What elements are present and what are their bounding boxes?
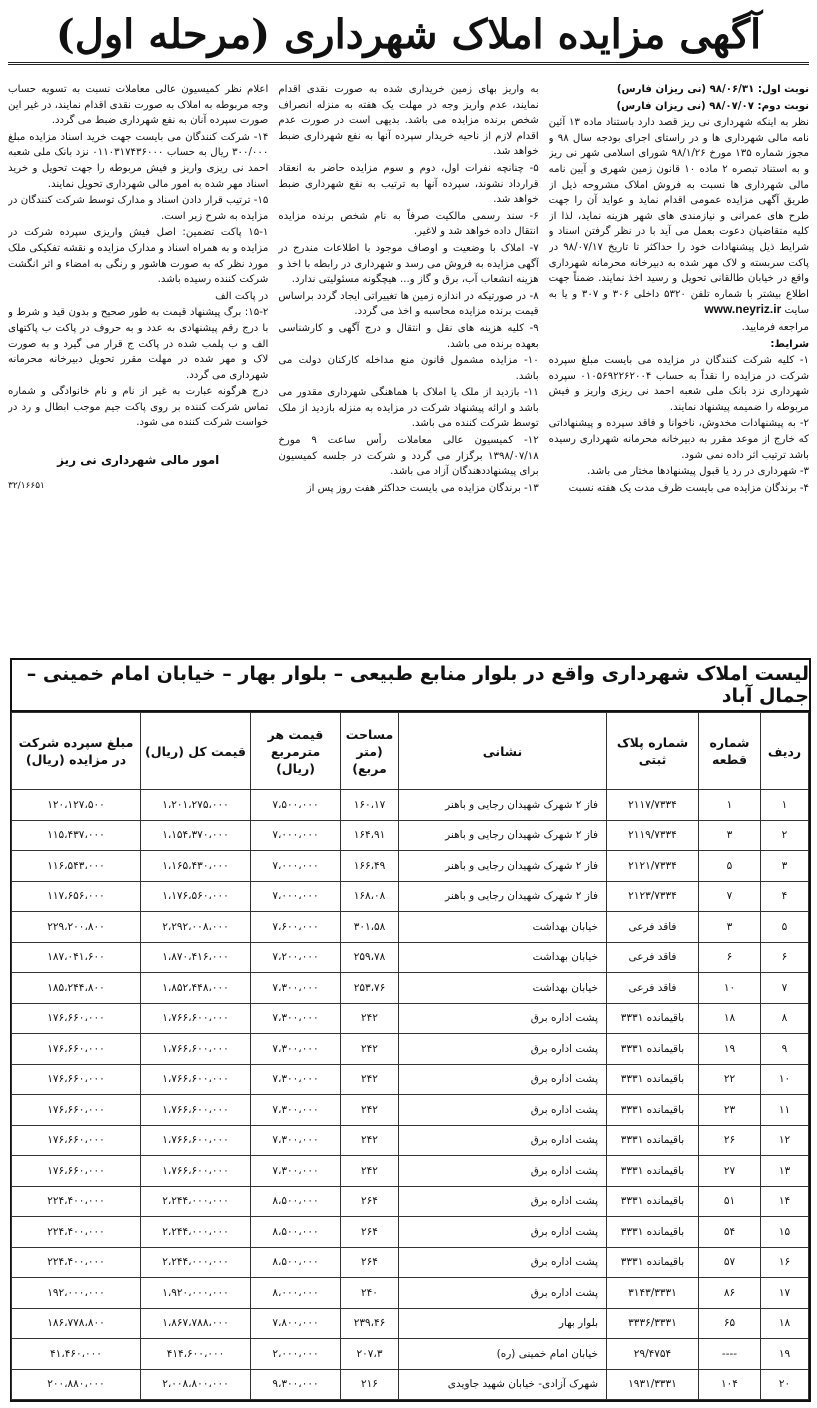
cell-total-price: ۲،۲۴۴،۰۰۰،۰۰۰: [141, 1247, 251, 1278]
cell-lot-no: ۸۶: [699, 1278, 761, 1309]
cell-lot-no: ۱۰: [699, 973, 761, 1004]
cell-deposit: ۲۲۴،۴۰۰،۰۰۰: [12, 1186, 141, 1217]
cell-total-price: ۱،۸۶۷،۷۸۸،۰۰۰: [141, 1308, 251, 1339]
cell-lot-no: ۲۷: [699, 1156, 761, 1187]
column-1: [549, 82, 809, 642]
cell-total-price: ۲،۰۰۸،۸۰۰،۰۰۰: [141, 1369, 251, 1400]
cell-total-price: ۱،۱۵۴،۳۷۰،۰۰۰: [141, 820, 251, 851]
cell-total-price: ۱،۱۷۶،۵۶۰،۰۰۰: [141, 881, 251, 912]
cell-area: ۲۴۲: [341, 1095, 399, 1126]
cell-area: ۲۴۲: [341, 1125, 399, 1156]
cell-total-price: ۱،۷۶۶،۶۰۰،۰۰۰: [141, 1125, 251, 1156]
cell-total-price: ۱،۷۶۶،۶۰۰،۰۰۰: [141, 1034, 251, 1065]
header-total-price: قیمت کل (ریال): [141, 713, 251, 790]
cell-row-no: ۱۵: [761, 1217, 809, 1248]
notice-title: آگهی مزایده املاک شهرداری (مرحله اول): [55, 10, 762, 58]
cell-registry-plate: باقیمانده ۳۳۳۱: [607, 1064, 699, 1095]
table-row: [12, 790, 809, 821]
cell-price-per-sqm: ۷،۳۰۰،۰۰۰: [251, 1156, 341, 1187]
cell-lot-no: ۵۷: [699, 1247, 761, 1278]
table-row: [12, 1003, 809, 1034]
cell-price-per-sqm: ۷،۰۰۰،۰۰۰: [251, 851, 341, 882]
table-row: [12, 942, 809, 973]
website-link[interactable]: www.neyriz.ir: [704, 302, 782, 317]
cell-price-per-sqm: ۷،۵۰۰،۰۰۰: [251, 790, 341, 821]
cell-row-no: ۷: [761, 973, 809, 1004]
cell-price-per-sqm: ۲،۰۰۰،۰۰۰: [251, 1339, 341, 1370]
cell-registry-plate: باقیمانده ۳۳۳۱: [607, 1095, 699, 1126]
cell-deposit: ۱۲۰،۱۲۷،۵۰۰: [12, 790, 141, 821]
cell-address: پشت اداره برق: [399, 1217, 607, 1248]
cell-deposit: ۱۷۶،۶۶۰،۰۰۰: [12, 1034, 141, 1065]
cell-registry-plate: ۲۱۲۱/۷۳۳۴: [607, 851, 699, 882]
notice-body: [8, 82, 809, 642]
column-2: [278, 82, 538, 642]
cell-address: پشت اداره برق: [399, 1278, 607, 1309]
notice-title-bar: [8, 6, 809, 65]
cell-lot-no: ۲۳: [699, 1095, 761, 1126]
cell-lot-no: ۱۰۴: [699, 1369, 761, 1400]
table-row: [12, 1247, 809, 1278]
table-row: [12, 1308, 809, 1339]
cell-price-per-sqm: ۷،۳۰۰،۰۰۰: [251, 1034, 341, 1065]
cell-total-price: ۲،۲۴۴،۰۰۰،۰۰۰: [141, 1217, 251, 1248]
cell-row-no: ۵: [761, 912, 809, 943]
cell-total-price: ۱،۷۶۶،۶۰۰،۰۰۰: [141, 1156, 251, 1187]
cell-row-no: ۱۰: [761, 1064, 809, 1095]
cell-deposit: ۲۲۴،۴۰۰،۰۰۰: [12, 1247, 141, 1278]
header-address: نشانی: [399, 713, 607, 790]
cell-registry-plate: باقیمانده ۳۳۳۱: [607, 1034, 699, 1065]
cell-address: پشت اداره برق: [399, 1156, 607, 1187]
cell-price-per-sqm: ۸،۰۰۰،۰۰۰: [251, 1278, 341, 1309]
cell-row-no: ۱۴: [761, 1186, 809, 1217]
cell-total-price: ۴۱۴،۶۰۰،۰۰۰: [141, 1339, 251, 1370]
cell-area: ۳۰۱،۵۸: [341, 912, 399, 943]
condition-10: ۱۰- مزایده مشمول قانون منع مداخله کارکنان دولت می باشد.: [278, 355, 539, 382]
cell-area: ۲۵۳،۷۶: [341, 973, 399, 1004]
refer-line: مراجعه فرمایید.: [741, 321, 809, 333]
condition-15-1-envelope: در پاکت الف: [215, 290, 269, 302]
condition-9: ۹- کلیه هزینه های نقل و انتقال و درج آگهی و کارشناسی بعهده برنده می باشد.: [278, 322, 539, 350]
cell-area: ۲۴۲: [341, 1034, 399, 1065]
cell-deposit: ۱۱۵،۴۳۷،۰۰۰: [12, 820, 141, 851]
cell-deposit: ۱۷۶،۶۶۰،۰۰۰: [12, 1003, 141, 1034]
cell-address: پشت اداره برق: [399, 1186, 607, 1217]
header-lot-no: شماره قطعه: [699, 713, 761, 790]
cell-price-per-sqm: ۷،۳۰۰،۰۰۰: [251, 1125, 341, 1156]
intro-paragraph: نظر به اینکه شهرداری نی ریز قصد دارد باستناد ماده ۱۳ آئین نامه مالی شهرداری ها و در راستای اجرای بودجه سال ۹۸ و مجوز شماره ۱۳۵ مورخ ۹۸/۱/۲۶ شورای اسلامی شهر نی ریز و به استناد تبصره ۲ ماده ۱۰ قانون زمین شهری و آیین نامه مالی شهرداری ها نسبت به فروش املاک مشروحه ذیل از طریق آگهی مزایده عمومی اقدام نماید و عواید آن را جهت طرح های عمرانی و نیازمندی های شهر هزینه نماید، لذا از کلیه متقاضیان دعوت بعمل می آید با در نظر گرفتن اسناد و شرایط ذیل پیشنهادات خود را حداکثر تا تاریخ ۹۸/۰۷/۱۷ در پاکت سربسته و لاک مهر شده به دبیرخانه محرمانه شهرداری واقع در خیابان طالقانی تحویل و رسید اخذ نمایند. ضمناً جهت اطلاع بیشتر با شماره تلفن ۵۳۲۰ داخلی ۳۰۶ و ۳۰۷ و یا به سایت www.neyriz.ir: [548, 117, 809, 317]
cell-lot-no: ۵۱: [699, 1186, 761, 1217]
cell-address: شهرک آزادی- خیابان شهید جاویدی: [399, 1369, 607, 1400]
cell-row-no: ۳: [761, 851, 809, 882]
cell-address: پشت اداره برق: [399, 1125, 607, 1156]
cell-row-no: ۱۸: [761, 1308, 809, 1339]
cell-price-per-sqm: ۷،۳۰۰،۰۰۰: [251, 1095, 341, 1126]
table-row: [12, 1217, 809, 1248]
cell-total-price: ۱،۷۶۶،۶۰۰،۰۰۰: [141, 1064, 251, 1095]
notice-page: [8, 6, 809, 1391]
cell-address: فاز ۲ شهرک شهیدان رجایی و باهنر: [399, 820, 607, 851]
condition-11: ۱۱- بازدید از ملک یا املاک با هماهنگی شهرداری مقدور می باشد و ارائه پیشنهاد شرکت در مزایده به منزله بازدید از ملک توسط شرکت کننده می باشد.: [278, 387, 539, 430]
table-row: [12, 851, 809, 882]
cell-area: ۱۶۸،۰۸: [341, 881, 399, 912]
condition-15-2: ۱۵-۲: برگ پیشنهاد قیمت به طور صحیح و بدون قید و شرط و با درج رقم پیشنهادی به عدد و به حروف در پاکت ب پاکتهای الف و ب پلمب شده در پاکت ج قرار می گیرد و به صورت لاک و مهر شده در مهلت مقرر تحویل دبیرخانه محرمانه شهرداری می گردد.: [8, 307, 269, 381]
cell-lot-no: ۲۲: [699, 1064, 761, 1095]
cell-row-no: ۶: [761, 942, 809, 973]
table-row: [12, 1278, 809, 1309]
cell-price-per-sqm: ۷،۳۰۰،۰۰۰: [251, 973, 341, 1004]
cell-deposit: ۱۱۷،۶۵۶،۰۰۰: [12, 881, 141, 912]
cell-lot-no: ۶۵: [699, 1308, 761, 1339]
cell-deposit: ۱۷۶،۶۶۰،۰۰۰: [12, 1095, 141, 1126]
cell-row-no: ۲۰: [761, 1369, 809, 1400]
condition-13-cont: اعلام نظر کمیسیون عالی معاملات نسبت به تسویه حساب وجه مربوطه به املاک به صورت نقدی اقدام نمایند، در غیر این صورت سپرده آنان به نفع شهرداری ضبط می گردد.: [8, 84, 269, 127]
cell-area: ۲۱۶: [341, 1369, 399, 1400]
cell-address: فاز ۲ شهرک شهیدان رجایی و باهنر: [399, 881, 607, 912]
cell-row-no: ۴: [761, 881, 809, 912]
cell-registry-plate: ۳۳۳۶/۳۳۳۱: [607, 1308, 699, 1339]
cell-registry-plate: فاقد فرعی: [607, 912, 699, 943]
condition-3: ۳- شهرداری در رد یا قبول پیشنهادها مختار می باشد.: [587, 466, 809, 478]
cell-deposit: ۲۰۰،۸۸۰،۰۰۰: [12, 1369, 141, 1400]
column-3: [8, 82, 268, 642]
cell-row-no: ۱۷: [761, 1278, 809, 1309]
cell-registry-plate: فاقد فرعی: [607, 942, 699, 973]
cell-price-per-sqm: ۷،۲۰۰،۰۰۰: [251, 942, 341, 973]
cell-address: پشت اداره برق: [399, 1003, 607, 1034]
condition-12: ۱۲- کمیسیون عالی معاملات رأس ساعت ۹ مورخ ۱۳۹۸/۰۷/۱۸ برگزار می گردد و شرکت در جلسه کمیسیون برای پیشنهاددهندگان آزاد می باشد.: [278, 435, 539, 478]
cell-area: ۲۴۲: [341, 1003, 399, 1034]
table-header-row: [12, 713, 809, 790]
cell-total-price: ۱،۷۶۶،۶۰۰،۰۰۰: [141, 1095, 251, 1126]
condition-4: ۴- برندگان مزایده می بایست ظرف مدت یک هفته نسبت: [568, 482, 809, 494]
cell-deposit: ۱۷۶،۶۶۰،۰۰۰: [12, 1156, 141, 1187]
condition-1: ۱- کلیه شرکت کنندگان در مزایده می بایست مبلغ سپرده شرکت در مزایده را نقداً به حساب ۰۱۰۵۶۹۲۲۶۲۰۰۴ سپرده شهرداری نزد بانک ملی شعبه احمد نی ریزی واریز و فیش مربوطه را ضمیمه پیشنهاد نمایند.: [548, 355, 809, 413]
cell-registry-plate: باقیمانده ۳۳۳۱: [607, 1217, 699, 1248]
cell-deposit: ۱۸۷،۰۴۱،۶۰۰: [12, 942, 141, 973]
table-row: [12, 1125, 809, 1156]
table-row: [12, 1034, 809, 1065]
condition-note: درج هرگونه عبارت به غیر از نام و نام خانوادگی و شماره تماس شرکت کننده بر روی پاکت جیم موجب ابطال و رد در خواست شرکت کننده می شود.: [8, 386, 269, 429]
cell-lot-no: ۳: [699, 820, 761, 851]
condition-13: ۱۳- برندگان مزایده می بایست حداکثر هفت روز پس از: [306, 482, 539, 494]
condition-6: ۶- سند رسمی مالکیت صرفاً به نام شخص برنده مزایده انتقال داده خواهد شد و لاغیر.: [278, 210, 539, 238]
cell-row-no: ۱۶: [761, 1247, 809, 1278]
cell-address: فاز ۲ شهرک شهیدان رجایی و باهنر: [399, 851, 607, 882]
cell-row-no: ۱۳: [761, 1156, 809, 1187]
cell-row-no: ۹: [761, 1034, 809, 1065]
cell-lot-no: ۵۴: [699, 1217, 761, 1248]
cell-row-no: ۸: [761, 1003, 809, 1034]
cell-price-per-sqm: ۷،۶۰۰،۰۰۰: [251, 912, 341, 943]
table-row: [12, 1186, 809, 1217]
cell-registry-plate: ۲۱۱۹/۷۳۳۴: [607, 820, 699, 851]
cell-area: ۱۶۰،۱۷: [341, 790, 399, 821]
cell-deposit: ۱۹۲،۰۰۰،۰۰۰: [12, 1278, 141, 1309]
cell-area: ۲۴۲: [341, 1156, 399, 1187]
cell-deposit: ۱۱۶،۵۴۳،۰۰۰: [12, 851, 141, 882]
table-title: لیست املاک شهرداری واقع در بلوار منابع طبیعی – بلوار بهار – خیابان امام خمینی – جمال آباد: [12, 660, 809, 712]
cell-total-price: ۲،۲۴۴،۰۰۰،۰۰۰: [141, 1186, 251, 1217]
table-row: [12, 1369, 809, 1400]
cell-deposit: ۲۲۴،۴۰۰،۰۰۰: [12, 1217, 141, 1248]
cell-row-no: ۱۱: [761, 1095, 809, 1126]
cell-deposit: ۱۸۵،۲۴۴،۸۰۰: [12, 973, 141, 1004]
cell-address: خیابان امام خمینی (ره): [399, 1339, 607, 1370]
condition-8: ۸- در صورتیکه در اندازه زمین ها تغییراتی ایجاد گردد براساس قیمت برنده مزایده محاسبه و اخذ می گردد.: [278, 290, 539, 318]
cell-area: ۲۴۲: [341, 1064, 399, 1095]
cell-lot-no: ۱: [699, 790, 761, 821]
table-row: [12, 881, 809, 912]
cell-lot-no: ۶: [699, 942, 761, 973]
header-registry-plate: شماره پلاک ثبتی: [607, 713, 699, 790]
cell-registry-plate: ۲۹/۴۷۵۴: [607, 1339, 699, 1370]
cell-deposit: ۱۸۶،۷۷۸،۸۰۰: [12, 1308, 141, 1339]
cell-row-no: ۱۲: [761, 1125, 809, 1156]
cell-area: ۱۶۴،۹۱: [341, 820, 399, 851]
cell-area: ۲۵۹،۷۸: [341, 942, 399, 973]
cell-total-price: ۱،۲۰۱،۲۷۵،۰۰۰: [141, 790, 251, 821]
cell-address: خیابان بهداشت: [399, 973, 607, 1004]
cell-deposit: ۲۲۹،۲۰۰،۸۰۰: [12, 912, 141, 943]
table-row: [12, 912, 809, 943]
cell-address: خیابان بهداشت: [399, 912, 607, 943]
table-row: [12, 1064, 809, 1095]
cell-deposit: ۱۷۶،۶۶۰،۰۰۰: [12, 1064, 141, 1095]
cell-registry-plate: ۱۹۳۱/۳۳۳۱: [607, 1369, 699, 1400]
cell-registry-plate: ۳۱۴۳/۳۳۳۱: [607, 1278, 699, 1309]
conditions-heading: شرایط:: [770, 338, 809, 350]
cell-price-per-sqm: ۷،۳۰۰،۰۰۰: [251, 1003, 341, 1034]
cell-lot-no: ----: [699, 1339, 761, 1370]
cell-price-per-sqm: ۸،۵۰۰،۰۰۰: [251, 1247, 341, 1278]
reference-number: ۳۲/۱۶۶۵۱: [8, 480, 45, 491]
condition-5: ۵- چنانچه نفرات اول، دوم و سوم مزایده حاضر به انعقاد قرارداد نشوند، سپرده آنها به ترتیب به نفع شهرداری ضبط خواهد شد.: [278, 162, 539, 206]
cell-registry-plate: ۲۱۱۷/۷۳۳۴: [607, 790, 699, 821]
cell-deposit: ۴۱،۴۶۰،۰۰۰: [12, 1339, 141, 1370]
cell-row-no: ۲: [761, 820, 809, 851]
cell-price-per-sqm: ۷،۰۰۰،۰۰۰: [251, 881, 341, 912]
header-area: مساحت (متر مربع): [341, 713, 399, 790]
cell-price-per-sqm: ۷،۰۰۰،۰۰۰: [251, 820, 341, 851]
condition-15-1: ۱۵-۱ پاکت تضمین: اصل فیش واریزی سپرده شرکت در مزایده و به همراه اسناد و مدارک مزایده و نقشه تفکیکی ملک مورد نظر که به صورت هاشور و رنگی به امضاء و اثر انگشت شرکت کننده رسیده باشد.: [8, 227, 269, 286]
cell-registry-plate: باقیمانده ۳۳۳۱: [607, 1003, 699, 1034]
condition-7: ۷- املاک با وضعیت و اوصاف موجود با اطلاعات مندرج در آگهی مزایده به فروش می رسد و شهرداری در رابطه با اخذ و هزینه انشعاب آب، برق و گاز و... هیچگونه مسئولیتی ندارد.: [278, 242, 539, 286]
table-row: [12, 973, 809, 1004]
cell-registry-plate: ۲۱۲۳/۷۳۳۴: [607, 881, 699, 912]
cell-address: بلوار بهار: [399, 1308, 607, 1339]
cell-row-no: ۱: [761, 790, 809, 821]
cell-lot-no: ۱۸: [699, 1003, 761, 1034]
first-publication: نوبت اول: ۹۸/۰۶/۳۱ (نی ریزان فارس): [616, 84, 809, 95]
cell-total-price: ۱،۱۶۵،۴۳۰،۰۰۰: [141, 851, 251, 882]
table-row: [12, 1156, 809, 1187]
header-deposit: مبلغ سپرده شرکت در مزایده (ریال): [12, 713, 141, 790]
cell-area: ۲۶۴: [341, 1217, 399, 1248]
cell-total-price: ۱،۷۶۶،۶۰۰،۰۰۰: [141, 1003, 251, 1034]
cell-price-per-sqm: ۸،۵۰۰،۰۰۰: [251, 1217, 341, 1248]
cell-registry-plate: باقیمانده ۳۳۳۱: [607, 1247, 699, 1278]
cell-row-no: ۱۹: [761, 1339, 809, 1370]
cell-total-price: ۲،۲۹۲،۰۰۸،۰۰۰: [141, 912, 251, 943]
second-publication: نوبت دوم: ۹۸/۰۷/۰۷ (نی ریزان فارس): [616, 100, 809, 112]
cell-lot-no: ۵: [699, 851, 761, 882]
cell-total-price: ۱،۸۵۲،۴۴۸،۰۰۰: [141, 973, 251, 1004]
signature: امور مالی شهرداری نی ریز: [57, 453, 220, 468]
cell-area: ۲۴۰: [341, 1278, 399, 1309]
cell-deposit: ۱۷۶،۶۶۰،۰۰۰: [12, 1125, 141, 1156]
table-body: [12, 790, 809, 1400]
condition-15: ۱۵- ترتیب قرار دادن اسناد و مدارک توسط شرکت کنندگان در مزایده به شرح زیر است.: [8, 195, 269, 222]
cell-price-per-sqm: ۸،۵۰۰،۰۰۰: [251, 1186, 341, 1217]
cell-lot-no: ۳: [699, 912, 761, 943]
cell-registry-plate: باقیمانده ۳۳۳۱: [607, 1156, 699, 1187]
cell-registry-plate: باقیمانده ۳۳۳۱: [607, 1125, 699, 1156]
cell-address: خیابان بهداشت: [399, 942, 607, 973]
cell-area: ۲۰۷،۳: [341, 1339, 399, 1370]
cell-total-price: ۱،۹۲۰،۰۰۰،۰۰۰: [141, 1278, 251, 1309]
cell-address: پشت اداره برق: [399, 1064, 607, 1095]
table-row: [12, 820, 809, 851]
cell-address: پشت اداره برق: [399, 1034, 607, 1065]
condition-4-cont: به واریز بهای زمین خریداری شده به صورت نقدی اقدام نمایند، عدم واریز وجه در مهلت یک هفته به منزله انصراف شخص برنده مزایده می باشد. بدیهی است در صورت عدم اقدام لازم از ناحیه خریدار سپرده آنها به نفع شهرداری ضبط خواهد شد.: [278, 84, 539, 158]
cell-area: ۱۶۶،۴۹: [341, 851, 399, 882]
cell-address: فاز ۲ شهرک شهیدان رجایی و باهنر: [399, 790, 607, 821]
property-table: [11, 712, 809, 1400]
condition-14: ۱۴- شرکت کنندگان می بایست جهت خرید اسناد مزایده مبلغ ۳۰۰/۰۰۰ ریال به حساب ۰۱۱۰۳۱۷۴۳۶۰۰۰ نزد بانک ملی شعبه احمد نی ریزی واریز و فیش مربوطه را جهت تحویل و خرید اسناد مهر شده به امور مالی شهرداری تحویل نمایند.: [8, 131, 269, 190]
cell-registry-plate: فاقد فرعی: [607, 973, 699, 1004]
cell-address: پشت اداره برق: [399, 1095, 607, 1126]
cell-lot-no: ۱۹: [699, 1034, 761, 1065]
cell-area: ۲۳۹،۴۶: [341, 1308, 399, 1339]
header-row-no: ردیف: [761, 713, 809, 790]
cell-area: ۲۶۴: [341, 1186, 399, 1217]
cell-lot-no: ۲۶: [699, 1125, 761, 1156]
property-table-box: [10, 658, 811, 1402]
cell-total-price: ۱،۸۷۰،۴۱۶،۰۰۰: [141, 942, 251, 973]
cell-address: پشت اداره برق: [399, 1247, 607, 1278]
table-row: [12, 1095, 809, 1126]
cell-price-per-sqm: ۷،۳۰۰،۰۰۰: [251, 1064, 341, 1095]
cell-lot-no: ۷: [699, 881, 761, 912]
cell-price-per-sqm: ۷،۸۰۰،۰۰۰: [251, 1308, 341, 1339]
table-row: [12, 1339, 809, 1370]
cell-registry-plate: باقیمانده ۳۳۳۱: [607, 1186, 699, 1217]
condition-2: ۲- به پیشنهادات مخدوش، ناخوانا و فاقد سپرده و پیشنهاداتی که خارج از موعد مقرر به دبیرخانه محرمانه شهرداری رسیده باشد ترتیب اثر داده نمی شود.: [548, 418, 809, 461]
header-price-per-sqm: قیمت هر مترمربع (ریال): [251, 713, 341, 790]
cell-price-per-sqm: ۹،۳۰۰،۰۰۰: [251, 1369, 341, 1400]
cell-area: ۲۶۴: [341, 1247, 399, 1278]
